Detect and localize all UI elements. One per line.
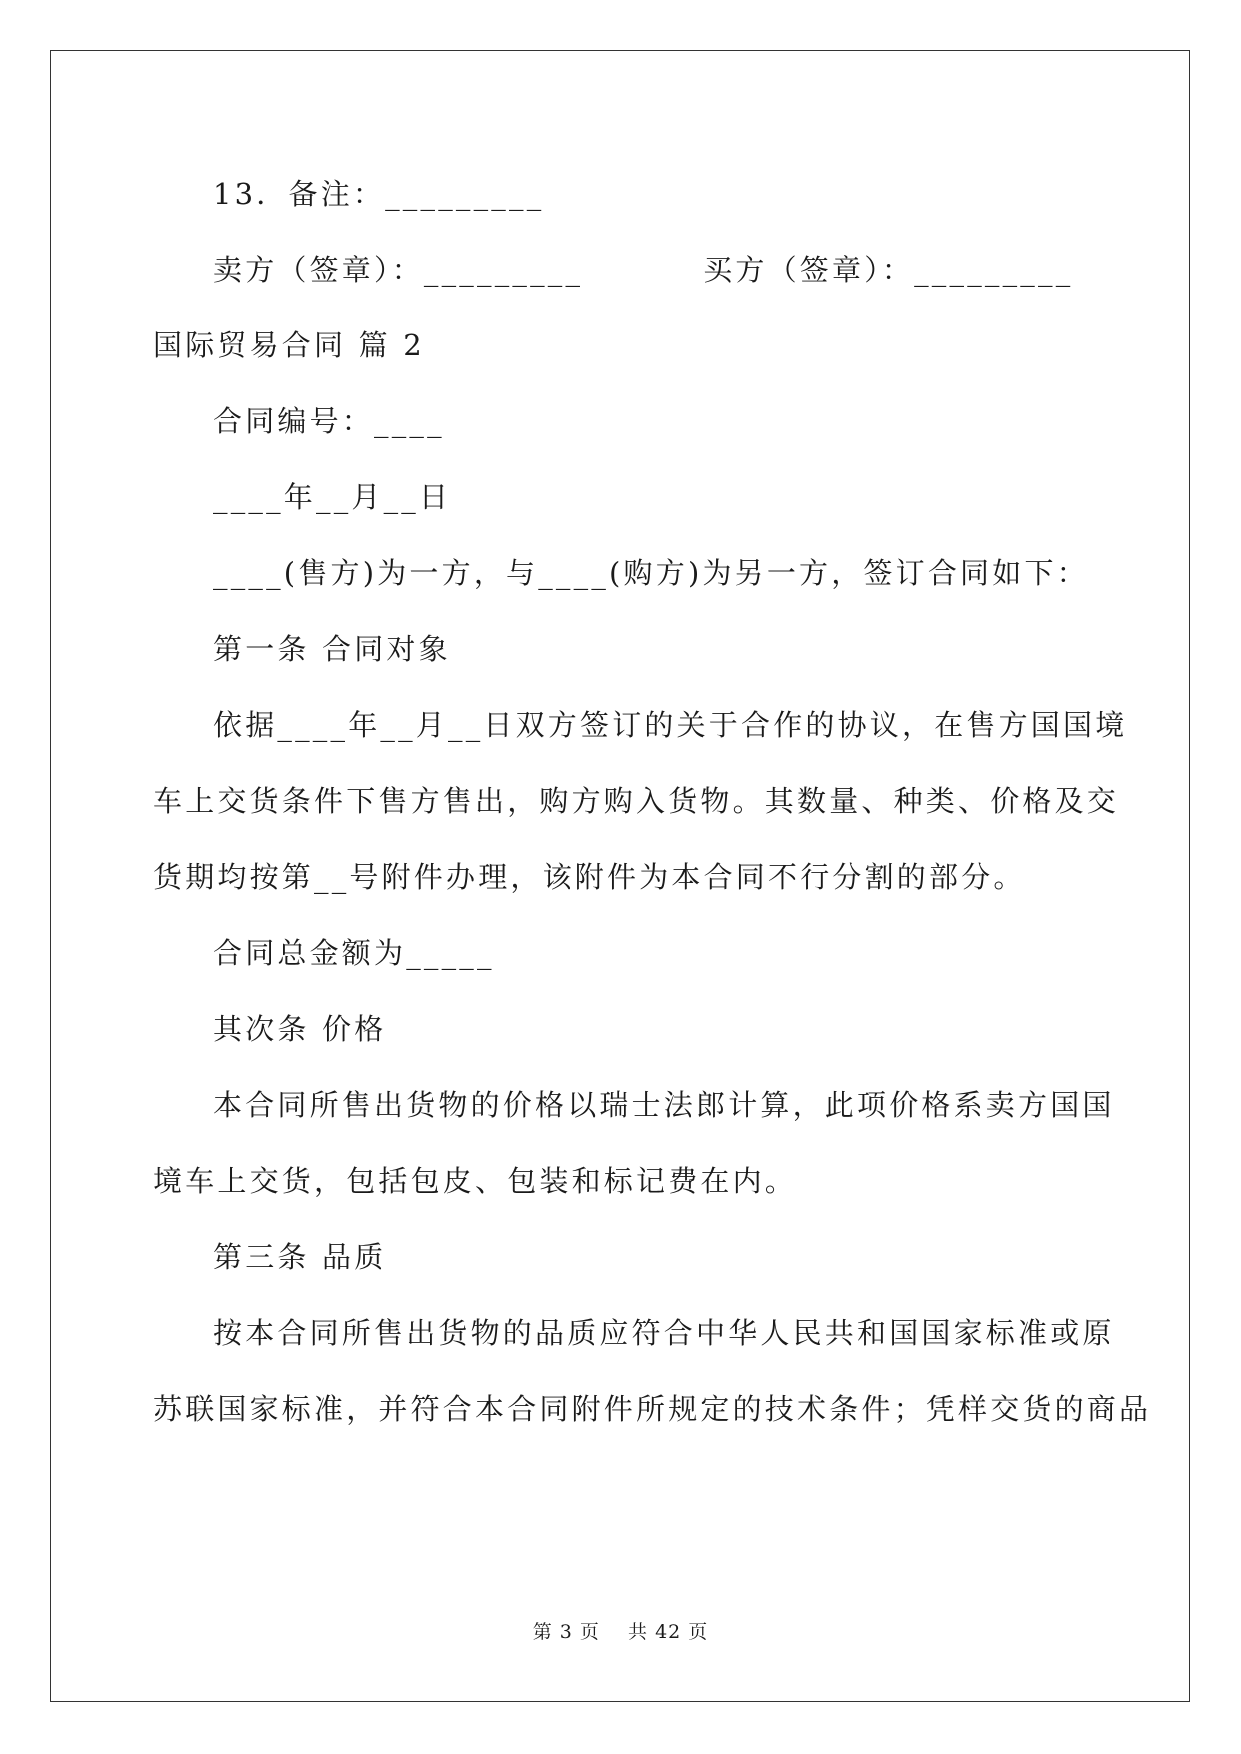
section-heading: 国际贸易合同 篇 2	[153, 328, 425, 362]
article-2-text-line-1: 本合同所售出货物的价格以瑞士法郎计算，此项价格系卖方国国	[213, 1088, 1115, 1122]
remarks-line: 13．备注：_________	[213, 177, 545, 211]
buyer-signature: 买方（签章）：_________	[703, 253, 1074, 287]
article-1-heading: 第一条 合同对象	[213, 632, 451, 666]
article-3-text-line-1: 按本合同所售出货物的品质应符合中华人民共和国国家标准或原	[213, 1316, 1115, 1350]
signature-line	[213, 252, 1073, 288]
article-1-text-line-3: 货期均按第__号附件办理，该附件为本合同不行分割的部分。	[153, 860, 1026, 894]
article-3-heading: 第三条 品质	[213, 1240, 387, 1274]
total-amount-line: 合同总金额为_____	[213, 936, 495, 970]
page-footer: 第 3 页 共 42 页	[532, 1621, 709, 1643]
article-2-text-line-2: 境车上交货，包括包皮、包装和标记费在内。	[153, 1164, 798, 1198]
parties-line: ____(售方)为一方，与____(购方)为另一方，签订合同如下：	[213, 556, 1089, 590]
contract-number-line: 合同编号：____	[213, 404, 445, 438]
article-2-heading: 其次条 价格	[213, 1012, 387, 1046]
article-3-text-line-2: 苏联国家标准，并符合本合同附件所规定的技术条件；凭样交货的商品	[153, 1392, 1152, 1426]
article-1-text-line-1: 依据____年__月__日双方签订的关于合作的协议，在售方国国境	[213, 708, 1128, 742]
seller-signature: 卖方（签章）：_________	[213, 253, 584, 287]
article-1-text-line-2: 车上交货条件下售方售出，购方购入货物。其数量、种类、价格及交	[153, 784, 1120, 818]
date-line: ____年__月__日	[213, 480, 452, 514]
